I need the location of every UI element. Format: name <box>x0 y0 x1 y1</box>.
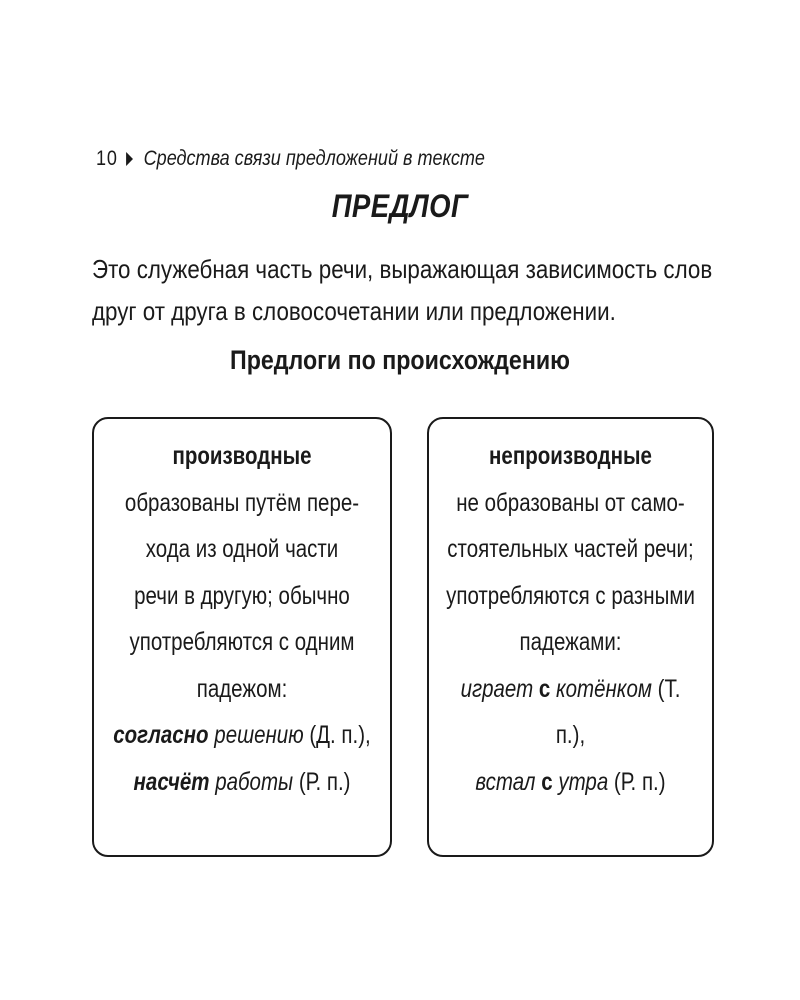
non-derivative-box-content <box>430 433 711 805</box>
running-head <box>96 144 485 174</box>
non-derivative-text-line: употребляются с разными <box>446 581 695 610</box>
example-word: утра <box>558 767 609 796</box>
derivative-text-line: падежом: <box>196 674 288 703</box>
example-case: (Р. п.) <box>613 767 666 796</box>
non-derivative-heading: непроизводные <box>489 442 652 470</box>
subtitle: Предлоги по происхождению <box>230 345 570 375</box>
non-derivative-box <box>427 417 714 857</box>
example-case: (Д. п.), <box>309 721 371 749</box>
example-case: (Т. <box>657 674 681 703</box>
example-word: котёнком <box>555 674 652 703</box>
example-word: решению <box>214 721 304 749</box>
derivative-text-line: употребляются с одним <box>129 628 355 656</box>
example-word: встал <box>475 767 536 796</box>
derivative-box-content <box>96 433 388 805</box>
derivative-text-line: образованы путём пере- <box>124 488 360 517</box>
derivative-heading: производные <box>172 442 312 470</box>
non-derivative-example <box>430 666 711 713</box>
non-derivative-text-line: не образованы от само- <box>456 488 685 517</box>
example-preposition: насчёт <box>133 767 210 796</box>
example-preposition: с <box>541 767 553 796</box>
derivative-example <box>96 759 388 806</box>
non-derivative-text-line: падежами: <box>519 628 622 656</box>
derivative-box <box>92 417 392 857</box>
example-preposition: согласно <box>113 721 209 749</box>
definition-line: Это служебная часть речи, выражающая зависимость слов <box>92 254 713 284</box>
example-preposition: с <box>538 674 551 703</box>
example-case: (Р. п.) <box>298 767 351 796</box>
derivative-text-line: хода из одной части <box>145 535 339 563</box>
non-derivative-text-line: стоятельных частей речи; <box>447 535 694 563</box>
derivative-text-line: речи в другую; обычно <box>134 581 350 610</box>
section-title: Средства связи предложений в тексте <box>143 147 485 170</box>
non-derivative-example <box>430 759 711 806</box>
definition-paragraph <box>92 248 711 332</box>
example-word: играет <box>460 674 534 703</box>
page-number: 10 <box>96 147 118 170</box>
example-word: работы <box>215 767 294 796</box>
definition-line: друг от друга в словосочетании или предложении. <box>92 296 616 326</box>
page-title: ПРЕДЛОГ <box>331 188 469 224</box>
non-derivative-example-continuation: п.), <box>555 721 586 749</box>
triangle-arrow-icon <box>126 152 133 166</box>
derivative-example <box>96 712 388 759</box>
